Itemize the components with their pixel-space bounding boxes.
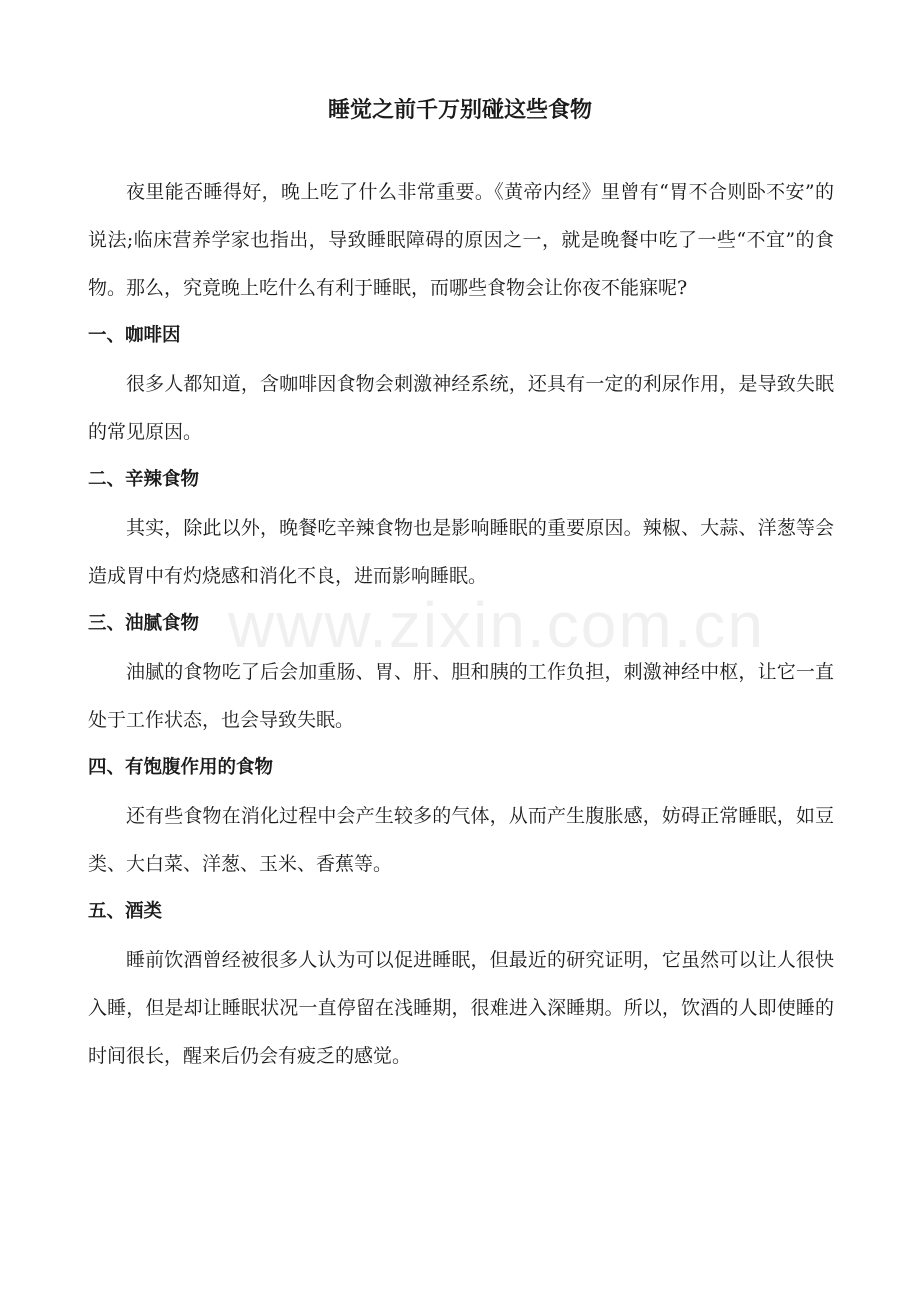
section-heading-caffeine: 一、咖啡因 [88, 325, 181, 346]
intro-paragraph: 夜里能否睡得好，晚上吃了什么非常重要。《黄帝内经》里曾有“胃不合则卧不安”的说法;临床营养学家也指出，导致睡眠障碍的原因之一，就是晚餐中吃了一些“不宜”的食物。那么，究竟晚上吃什么有利于睡眠，而哪些食物会让你夜不能寐呢? [88, 181, 834, 299]
page-title: 睡觉之前千万别碰这些食物 [327, 98, 592, 123]
section-body-caffeine: 很多人都知道，含咖啡因食物会刺激神经系统，还具有一定的利尿作用，是导致失眠的常见原因。 [88, 373, 834, 443]
section-heading-bloating: 四、有饱腹作用的食物 [88, 757, 274, 778]
section-body-alcohol: 睡前饮酒曾经被很多人认为可以促进睡眠，但最近的研究证明，它虽然可以让人很快入睡，但是却让睡眠状况一直停留在浅睡期，很难进入深睡期。所以，饮酒的人即使睡的时间很长，醒来后仍会有疲乏的感觉。 [88, 949, 834, 1067]
document-body [88, 168, 834, 1080]
section-body-spicy: 其实，除此以外，晚餐吃辛辣食物也是影响睡眠的重要原因。辣椒、大蒜、洋葱等会造成胃中有灼烧感和消化不良，进而影响睡眠。 [88, 517, 834, 587]
section-body-bloating: 还有些食物在消化过程中会产生较多的气体，从而产生腹胀感，妨碍正常睡眠，如豆类、大白菜、洋葱、玉米、香蕉等。 [88, 805, 834, 875]
section-heading-spicy: 二、辛辣食物 [88, 469, 200, 490]
watermark: www.zixin.com.cn [228, 589, 765, 661]
section-heading-greasy: 三、油腻食物 [88, 613, 200, 634]
section-body-greasy: 油腻的食物吃了后会加重肠、胃、肝、胆和胰的工作负担，刺激神经中枢，让它一直处于工作状态，也会导致失眠。 [88, 661, 834, 731]
section-heading-alcohol: 五、酒类 [88, 901, 163, 922]
